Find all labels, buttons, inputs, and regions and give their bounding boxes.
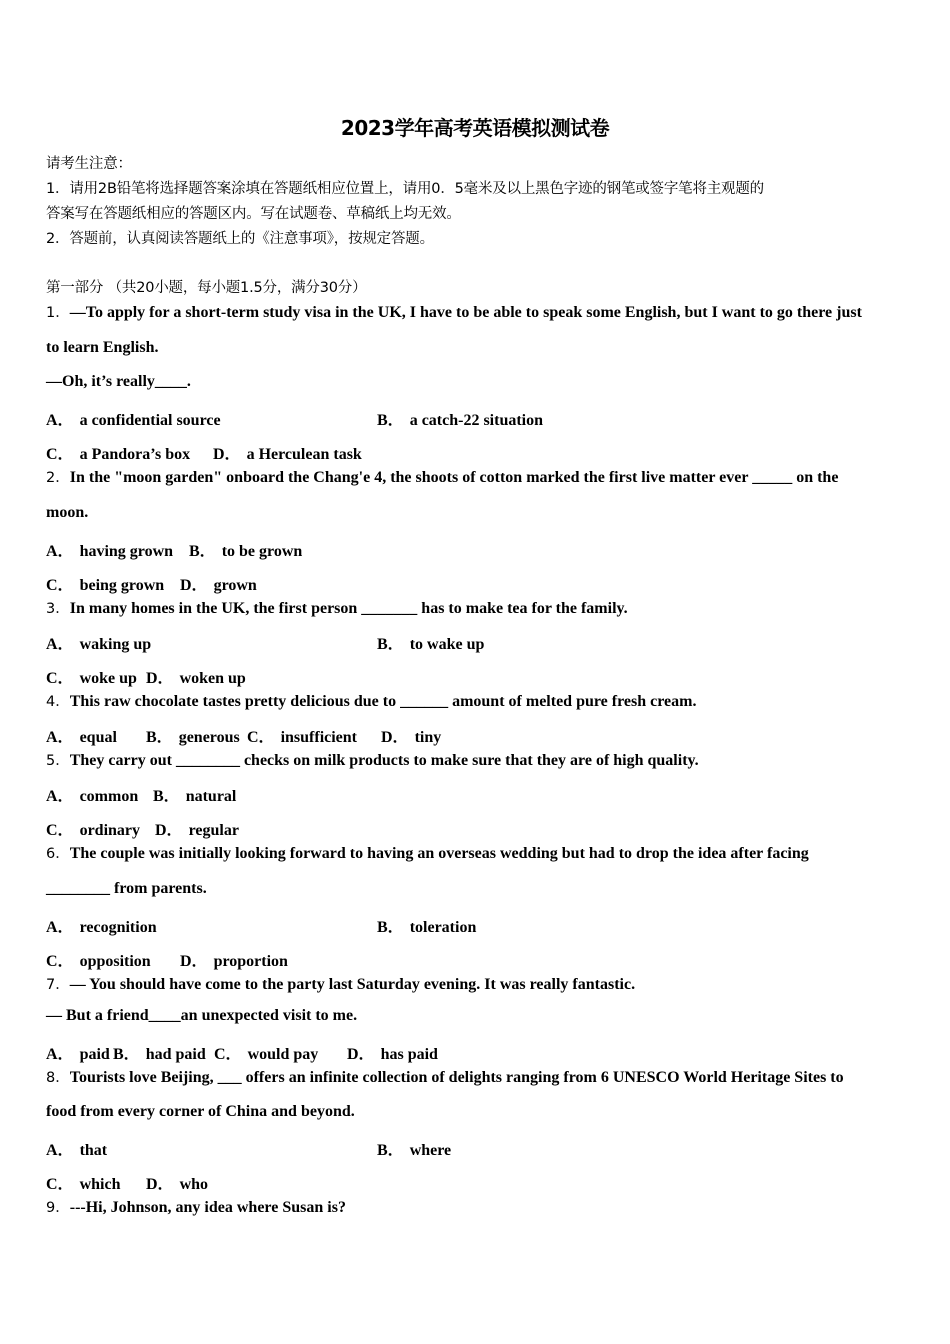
question-text: — You should have come to the party last Saturday evening. It was really fantastic. <box>69 976 636 993</box>
question-text: moon. <box>46 504 89 521</box>
question-4-stem <box>46 690 696 711</box>
question-number: 4． <box>46 694 70 710</box>
question-text: In many homes in the UK, the first person _______ has to make tea for the family. <box>69 600 628 617</box>
option-c: C． a Pandora’s box <box>46 446 191 463</box>
question-5-stem <box>46 749 699 770</box>
question-7-stem <box>46 973 635 994</box>
option-c: C． opposition <box>46 953 151 970</box>
question-text: — But a friend____an unexpected visit to me. <box>46 1007 358 1024</box>
option-c: C． being grown <box>46 577 165 594</box>
question-3-stem <box>46 597 628 618</box>
option-a: A． a confidential source <box>46 412 221 429</box>
question-text: Tourists love Beijing, ___ offers an infinite collection of delights ranging from 6 UNESCO World Heritage Sites to <box>69 1069 844 1086</box>
notice-item: 1．请用2B铅笔将选择题答案涂填在答题纸相应位置上，请用0．5毫米及以上黑色字迹的钢笔或签字笔将主观题的 <box>46 181 764 197</box>
question-1-stem <box>46 301 862 322</box>
option-a: A． recognition <box>46 919 157 936</box>
option-a: A． waking up <box>46 636 152 653</box>
option-b: B． toleration <box>377 919 477 936</box>
question-text: They carry out ________ checks on milk products to make sure that they are of high quality. <box>69 752 699 769</box>
question-8-stem <box>46 1066 844 1087</box>
notice-heading: 请考生注意： <box>46 156 132 172</box>
option-c: C． would pay <box>214 1046 319 1063</box>
notice-item: 答案写在答题纸相应的答题区内。写在试题卷、草稿纸上均无效。 <box>46 206 461 222</box>
question-text: In the "moon garden" onboard the Chang'e 4, the shoots of cotton marked the first live matter ever _____ on the <box>69 469 839 486</box>
question-number: 2． <box>46 470 70 486</box>
question-text: ---Hi, Johnson, any idea where Susan is? <box>69 1199 346 1216</box>
question-number: 5． <box>46 753 70 769</box>
option-b: B． to wake up <box>377 636 485 653</box>
option-c: C． woke up <box>46 670 137 687</box>
option-d: D． tiny <box>381 729 442 746</box>
question-6-stem <box>46 842 809 863</box>
option-b: B． natural <box>153 788 237 805</box>
question-text: food from every corner of China and beyond. <box>46 1103 355 1120</box>
option-d: D． who <box>146 1176 209 1193</box>
section-heading: 第一部分 （共20小题，每小题1.5分，满分30分） <box>46 280 367 296</box>
option-d: D． woken up <box>146 670 246 687</box>
question-number: 8． <box>46 1070 70 1086</box>
option-b: B． generous <box>146 729 240 746</box>
question-text: —To apply for a short-term study visa in the UK, I have to be able to speak some English, but I want to go there just <box>69 304 862 321</box>
option-b: B． where <box>377 1142 452 1159</box>
option-a: A． paid <box>46 1046 110 1063</box>
question-number: 6． <box>46 846 70 862</box>
question-text: to learn English. <box>46 339 159 356</box>
question-9-stem <box>46 1196 346 1217</box>
question-number: 1． <box>46 305 70 321</box>
option-d: D． a Herculean task <box>213 446 362 463</box>
option-d: D． regular <box>155 822 239 839</box>
option-a: A． equal <box>46 729 117 746</box>
option-a: A． that <box>46 1142 108 1159</box>
option-d: D． proportion <box>180 953 288 970</box>
option-b: B． had paid <box>113 1046 206 1063</box>
question-text: The couple was initially looking forward to having an overseas wedding but had to drop the idea after facing <box>69 845 809 862</box>
question-number: 3． <box>46 601 70 617</box>
option-b: B． to be grown <box>189 543 303 560</box>
option-c: C． which <box>46 1176 121 1193</box>
notice-item: 2．答题前，认真阅读答题纸上的《注意事项》，按规定答题。 <box>46 231 434 247</box>
option-d: D． grown <box>180 577 257 594</box>
page-title: 2023学年高考英语模拟测试卷 <box>340 116 610 140</box>
option-a: A． common <box>46 788 139 805</box>
option-c: C． ordinary <box>46 822 141 839</box>
question-2-stem <box>46 466 838 487</box>
option-c: C． insufficient <box>247 729 358 746</box>
question-text: This raw chocolate tastes pretty delicious due to ______ amount of melted pure fresh cream. <box>69 693 697 710</box>
option-b: B． a catch-22 situation <box>377 412 544 429</box>
question-number: 9． <box>46 1200 70 1216</box>
question-number: 7． <box>46 977 70 993</box>
question-text: —Oh, it’s really____. <box>46 373 191 390</box>
question-text: ________ from parents. <box>46 880 207 897</box>
option-d: D． has paid <box>347 1046 438 1063</box>
option-a: A． having grown <box>46 543 174 560</box>
